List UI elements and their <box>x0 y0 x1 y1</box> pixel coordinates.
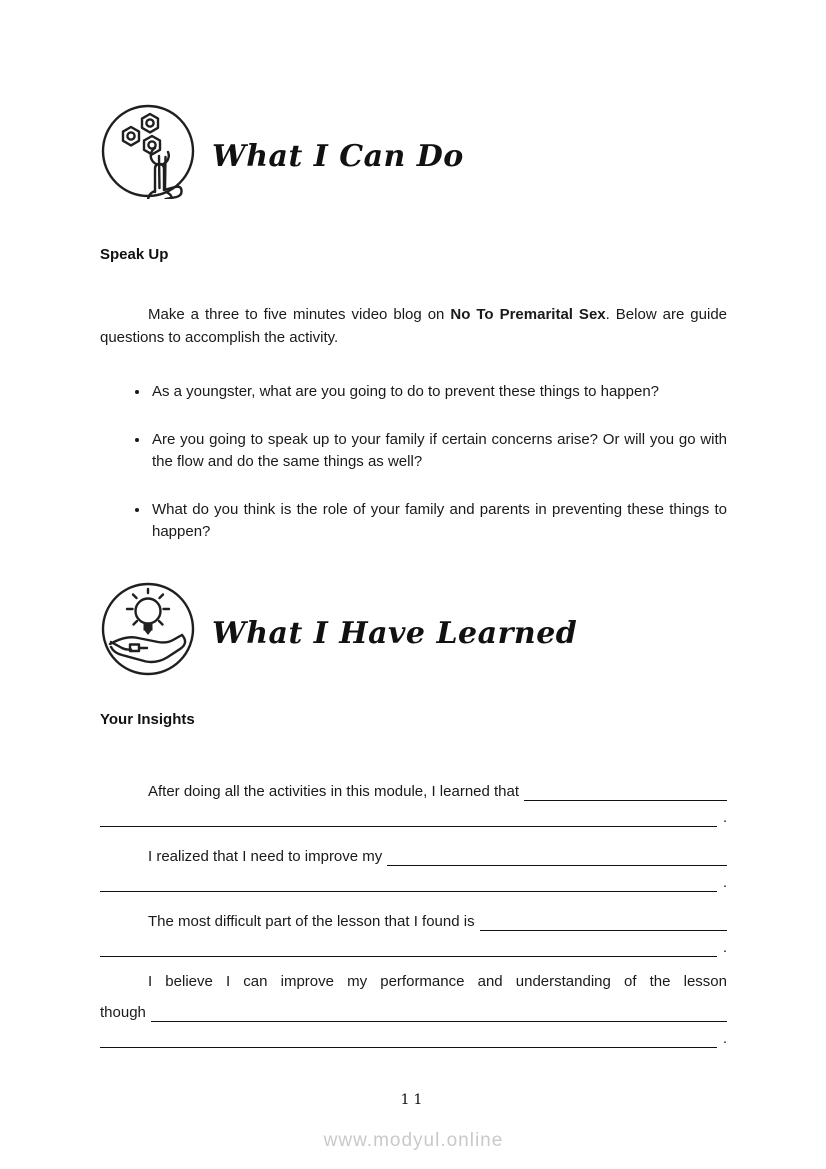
insight-line <box>100 1022 727 1048</box>
insight-line <box>100 931 727 957</box>
activity-subheading-speak-up: Speak Up <box>100 246 169 263</box>
guide-question-item: • Are you going to speak up to your family if certain concerns arise? Or will you go with the flow and do the same things as well? <box>150 429 727 474</box>
insight-line <box>100 801 727 827</box>
insight-paragraph <box>100 970 727 1048</box>
fill-in-blank <box>100 817 717 827</box>
insight-text: . <box>722 873 727 891</box>
insight-text: The most difficult part of the lesson that I found is <box>148 912 475 930</box>
guide-questions-list <box>100 381 727 544</box>
insight-paragraph <box>100 840 727 892</box>
guide-question-item: • As a youngster, what are you going to do to prevent these things to happen? <box>150 381 727 404</box>
insight-text: After doing all the activities in this module, I learned that <box>148 782 520 800</box>
insight-text: though <box>100 1003 146 1021</box>
fill-in-blank <box>480 921 727 931</box>
guide-question-item: • What do you think is the role of your family and parents in preventing these things to happen? <box>150 499 727 544</box>
fill-in-blank <box>151 1012 727 1022</box>
section-header-what-i-have-learned <box>100 581 727 677</box>
hand-holding-lightbulb-icon <box>100 581 196 677</box>
insight-line <box>100 866 727 892</box>
instructions-text-pre: Make a three to five minutes video blog on <box>148 306 451 323</box>
insight-line <box>100 996 727 1022</box>
instructions-text-post: . Below are guide questions to accomplish the activity. <box>100 306 728 346</box>
insight-line <box>100 840 727 866</box>
fill-in-blank <box>100 882 717 892</box>
insight-text: I believe I can improve my performance and understanding of the lesson <box>148 972 727 990</box>
insight-line <box>100 775 727 801</box>
fill-in-blank <box>100 1038 717 1048</box>
insight-line <box>100 905 727 931</box>
watermark-text: www.modyul.online <box>323 1129 504 1151</box>
section-title-what-i-can-do: What I Can Do <box>212 138 464 174</box>
activity-instructions <box>100 304 727 349</box>
fill-in-blank <box>387 856 727 866</box>
insight-line <box>100 970 727 996</box>
fill-in-blank <box>100 947 717 957</box>
insight-text: . <box>722 938 727 956</box>
insight-paragraph <box>100 905 727 957</box>
insight-text: . <box>722 1029 727 1047</box>
activity-subheading-your-insights: Your Insights <box>100 710 195 728</box>
insights-fill-in-section <box>100 775 727 1048</box>
hand-holding-wrench-icon <box>100 103 196 199</box>
instructions-text-bold: No To Premarital Sex <box>450 306 606 323</box>
insight-text: I realized that I need to improve my <box>148 847 383 865</box>
section-header-what-i-can-do <box>100 103 727 199</box>
insight-text: . <box>722 808 727 826</box>
fill-in-blank <box>524 791 727 801</box>
section-title-what-i-have-learned: What I Have Learned <box>212 616 578 651</box>
page-number: 11 <box>400 1091 427 1108</box>
insight-paragraph <box>100 775 727 827</box>
